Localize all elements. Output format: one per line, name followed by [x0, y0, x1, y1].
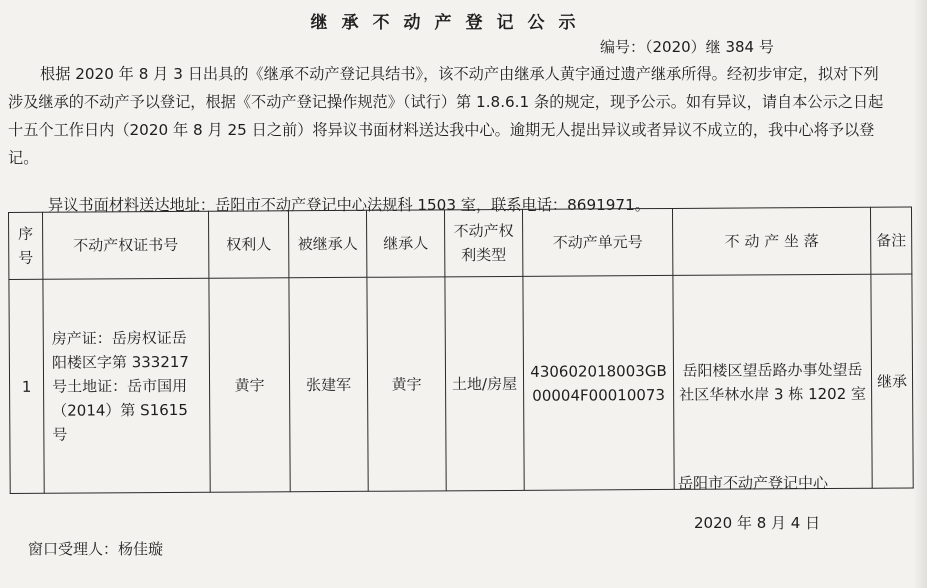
window-receiver: 窗口受理人：杨佳璇 [28, 540, 164, 558]
property-table [8, 206, 914, 494]
col-header-unit-no: 不动产单元号 [522, 208, 672, 276]
issue-date: 2020 年 8 月 4 日 [694, 514, 821, 532]
col-header-decedent: 被继承人 [288, 210, 366, 277]
cell-remark: 继承 [871, 274, 913, 488]
cell-unit-no: 430602018003GB00004F00010073 [523, 275, 674, 490]
notice-title: 继承不动产登记公示 [310, 13, 590, 33]
col-header-location: 不 动 产 坐 落 [672, 207, 870, 275]
cell-certificate: 房产证：岳房权证岳阳楼区字第 333217 号土地证：岳市国用（2014）第 S1615 号 [43, 278, 210, 493]
objection-address: 异议书面材料送达地址：岳阳市不动产登记中心法规科 1503 室，联系电话：8691971。 [48, 196, 650, 214]
col-header-no: 序号 [9, 212, 43, 279]
col-header-right-type: 不动产权利类型 [444, 209, 522, 276]
col-header-rights-holder: 权利人 [208, 211, 288, 278]
scan-edge-shadow [913, 0, 927, 588]
table-row [9, 274, 913, 494]
col-header-certificate: 不动产权证书号 [43, 211, 209, 279]
col-header-remark: 备注 [870, 207, 911, 274]
cell-decedent: 张建军 [289, 277, 368, 491]
issuer-name: 岳阳市不动产登记中心 [678, 474, 829, 492]
table-header-row [9, 207, 912, 280]
cell-right-type: 土地/房屋 [445, 276, 524, 490]
notice-body: 根据 2020 年 8 月 3 日出具的《继承不动产登记具结书》，该不动产由继承人黄宇通过遗产继承所得。经初步审定，拟对下列涉及继承的不动产予以登记，根据《不动产登记操作规范》（试行）第 1.8.6.1 条的规定，现予公示。如有异议，请自本公示之日起十五个工作日内（2020 年 8 月 25 日之前）将异议书面材料送达我中心。逾期无人提出异议或者异议不成立的，我中心将予以登记。 [8, 65, 884, 167]
cell-rights-holder: 黄宇 [209, 278, 290, 492]
document-number: 编号：（2020）继 384 号 [600, 38, 774, 56]
cell-no: 1 [9, 279, 44, 493]
col-header-heir: 继承人 [366, 210, 444, 277]
cell-location: 岳阳楼区望岳路办事处望岳社区华林水岸 3 栋 1202 室 [673, 274, 872, 489]
cell-heir: 黄宇 [367, 277, 446, 491]
